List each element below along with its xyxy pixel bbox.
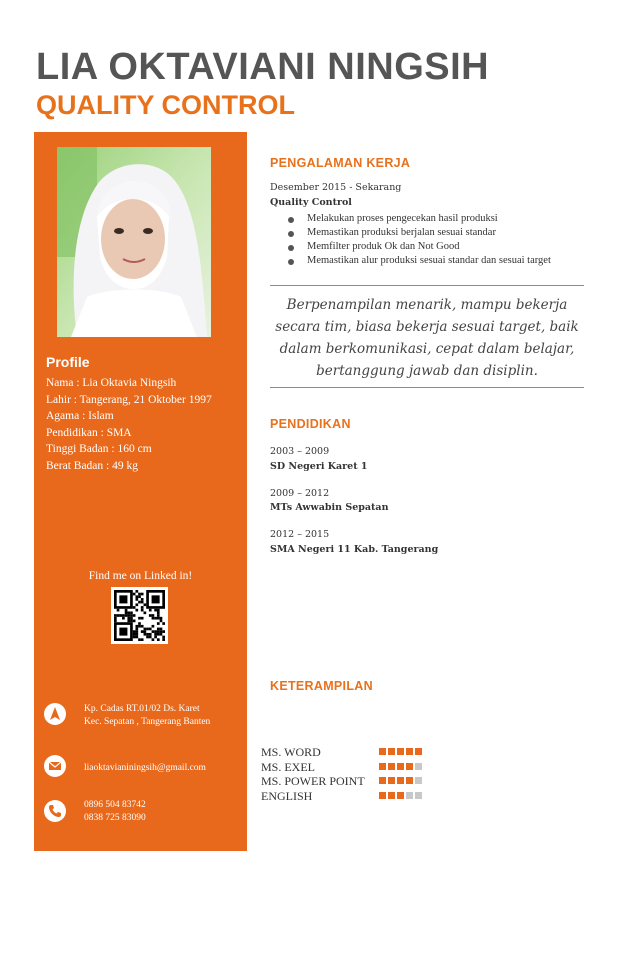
skill-square-filled	[379, 777, 386, 784]
sidebar	[34, 132, 247, 851]
profile-name: Nama : Lia Oktavia Ningsih	[46, 377, 177, 389]
linkedin-caption: Find me on Linked in!	[88, 570, 193, 582]
skill-square-filled	[397, 763, 404, 770]
experience-duties	[287, 212, 551, 268]
phone-numbers	[84, 799, 146, 825]
profile-education: Pendidikan : SMA	[46, 426, 132, 439]
job-title: QUALITY CONTROL	[36, 90, 295, 120]
education-years: 2003 – 2009	[270, 446, 330, 457]
skill-level-row	[379, 777, 422, 792]
duty-item: Memastikan produksi berjalan sesuai standar	[287, 226, 551, 240]
skill-name: ENGLISH	[261, 788, 313, 803]
skill-square-empty	[406, 792, 413, 799]
candidate-name: LIA OKTAVIANI NINGSIH	[36, 46, 490, 88]
phone-icon	[44, 800, 66, 822]
profile-weight: Berat Badan : 49 kg	[46, 459, 138, 472]
location-icon	[44, 703, 66, 725]
duty-item: Melakukan proses pengecekan hasil produksi	[287, 212, 551, 226]
skill-square-empty	[415, 763, 422, 770]
skill-square-filled	[397, 792, 404, 799]
experience-position: Quality Control	[270, 197, 352, 208]
quote-divider-top	[270, 285, 584, 286]
address	[84, 703, 210, 729]
education-years: 2009 – 2012	[270, 488, 330, 499]
education-school: MTs Awwabin Sepatan	[270, 502, 389, 513]
education-heading: PENDIDIKAN	[270, 417, 351, 431]
skill-level-bars	[379, 748, 422, 806]
phone-1: 0896 504 83742	[84, 800, 146, 810]
email-address[interactable]: liaoktavianiningsih@gmail.com	[84, 763, 206, 773]
skill-square-filled	[388, 763, 395, 770]
skill-level-row	[379, 792, 422, 807]
skill-square-filled	[397, 777, 404, 784]
profile-height: Tinggi Badan : 160 cm	[46, 443, 152, 456]
skill-square-filled	[415, 748, 422, 755]
skills-heading: KETERAMPILAN	[270, 679, 373, 693]
address-line-2: Kec. Sepatan , Tangerang Banten	[84, 717, 211, 727]
experience-heading: PENGALAMAN KERJA	[270, 156, 411, 170]
qr-code[interactable]	[111, 587, 168, 644]
quote-divider-bottom	[270, 387, 584, 388]
skill-square-filled	[397, 748, 404, 755]
skill-square-empty	[415, 792, 422, 799]
skill-square-filled	[388, 748, 395, 755]
skill-square-filled	[406, 748, 413, 755]
skill-square-empty	[415, 777, 422, 784]
skill-square-filled	[406, 777, 413, 784]
profile-heading: Profile	[46, 354, 90, 370]
skill-square-filled	[388, 777, 395, 784]
skill-square-filled	[379, 748, 386, 755]
email-icon	[44, 755, 66, 777]
phone-2: 0838 725 83090	[84, 813, 146, 823]
address-line-1: Kp. Cadas RT.01/02 Ds. Karet	[84, 704, 200, 714]
skill-square-filled	[388, 792, 395, 799]
skills-list	[261, 745, 365, 803]
skill-square-filled	[379, 763, 386, 770]
profile-religion: Agama : Islam	[46, 410, 114, 423]
skill-name: MS. EXEL	[261, 759, 315, 774]
skill-square-filled	[406, 763, 413, 770]
profile-photo	[57, 147, 211, 337]
education-school: SD Negeri Karet 1	[270, 461, 368, 472]
skill-name: MS. WORD	[261, 745, 321, 759]
experience-period: Desember 2015 - Sekarang	[270, 182, 402, 193]
skill-square-filled	[379, 792, 386, 799]
skill-level-row	[379, 763, 422, 778]
profile-birth: Lahir : Tangerang, 21 Oktober 1997	[46, 393, 212, 406]
education-school: SMA Negeri 11 Kab. Tangerang	[270, 544, 439, 555]
skill-level-row	[379, 748, 422, 763]
personal-summary: Berpenampilan menarik, mampu bekerja secara tim, biasa bekerja sesuai target, baik dalam berkomunikasi, cepat dalam belajar, bertanggung jawab dan disiplin.	[275, 297, 579, 379]
skill-name: MS. POWER POINT	[261, 774, 365, 788]
education-years: 2012 – 2015	[270, 529, 330, 540]
profile-details	[46, 375, 212, 475]
duty-item: Memfilter produk Ok dan Not Good	[287, 240, 551, 254]
duty-item: Memastikan alur produksi sesuai standar dan sesuai target	[287, 254, 551, 268]
